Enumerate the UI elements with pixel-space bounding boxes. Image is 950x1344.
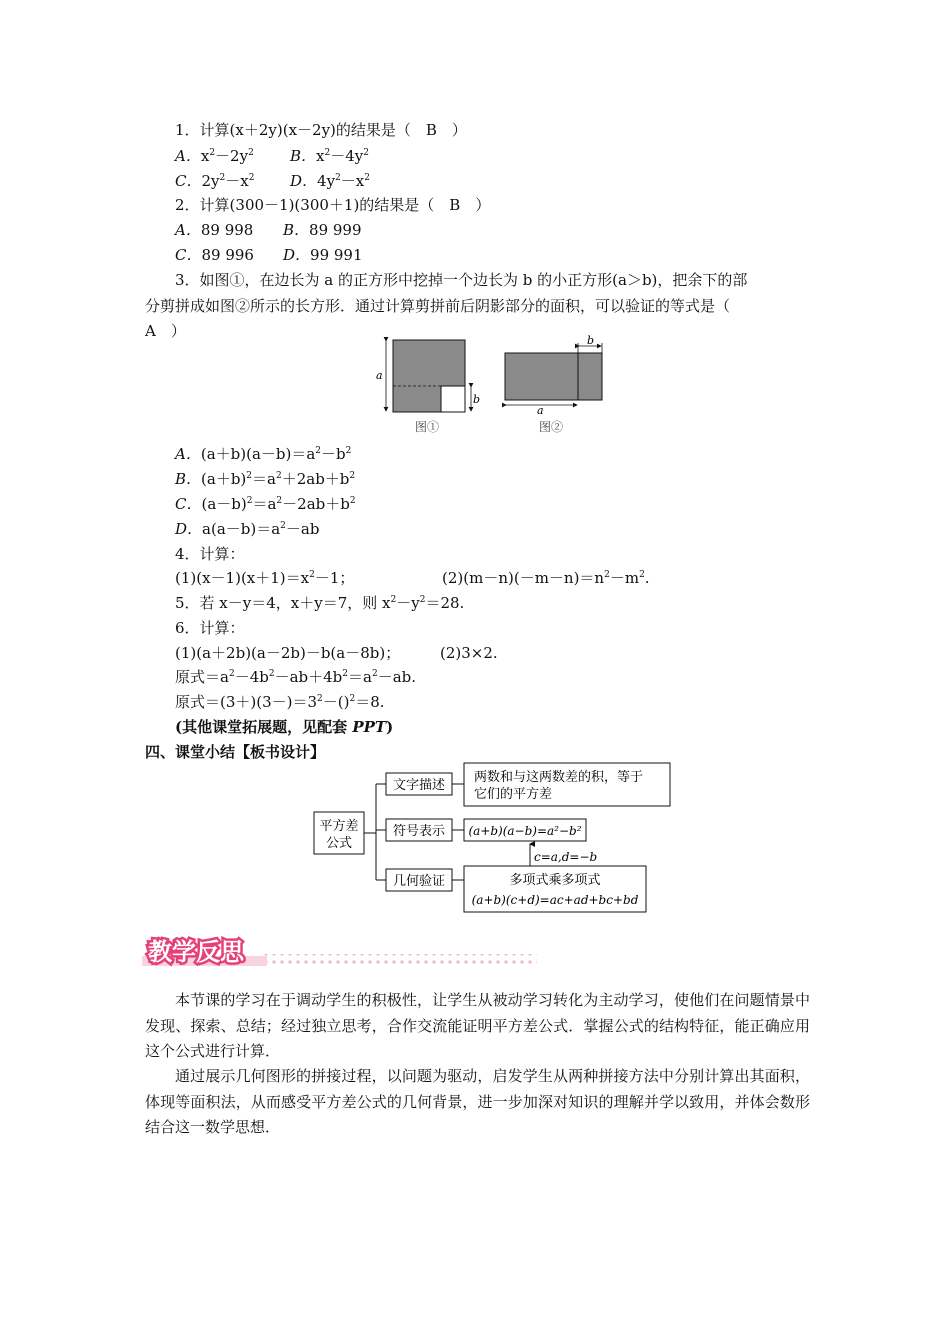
figure-1 <box>376 340 480 434</box>
q3-stem-line1: 3．如图①，在边长为 a 的正方形中挖掉一个边长为 b 的小正方形(a＞b)，把余下的部 <box>175 271 748 289</box>
q3-stem-line2: 分剪拼成如图②所示的长方形．通过计算剪拼前后阴影部分的面积，可以验证的等式是（ <box>145 297 731 315</box>
branch1-label: 文字描述 <box>392 778 446 793</box>
rect-left-shaded <box>505 353 578 400</box>
root-line1: 平方差 <box>319 819 359 834</box>
q1-option-b: B．$x^2-4y^2$ <box>290 147 369 165</box>
q1-option-a: A．$x^2-2y^2$ <box>175 147 254 165</box>
dimension-b-label: b <box>473 393 481 406</box>
branch1-desc-line2: 它们的平方差 <box>474 787 553 802</box>
root-line2: 公式 <box>325 836 353 851</box>
q6-answer2: 原式$=(3+)(3-)=3^2-()^2=8$. <box>175 693 385 711</box>
q3-stem-line3: A ） <box>145 322 186 340</box>
q1-option-c: C．$2y^2-x^2$ <box>175 172 255 190</box>
substitution-label: c=a,d=−b <box>534 850 598 864</box>
q3-option-d: D．$a(a-b)=a^2-ab$ <box>175 520 320 538</box>
dimension-a-label: a <box>376 369 383 382</box>
q6-part1: (1)(a＋2b)(a－2b)－b(a－8b)； <box>175 644 401 662</box>
q4-part1: $(1)(x-1)(x+1)=x^2-1$； <box>175 569 355 587</box>
branch3-label: 几何验证 <box>392 874 446 889</box>
q3-option-c: C．$(a-b)^2=a^2-2ab+b^2$ <box>175 495 356 513</box>
branch3-formula: (a+b)(c+d)=ac+ad+bc+bd <box>471 893 639 907</box>
fig1-caption: 图① <box>415 420 440 434</box>
q6-part2: (2)3×2. <box>440 644 498 662</box>
rect-right-shaded <box>578 353 602 400</box>
q6-stem: 6．计算： <box>175 619 245 637</box>
reflection-paragraph-2: 通过展示几何图形的拼接过程，以问题为驱动，启发学生从两种拼接方法中分别计算出其面积，体现等面积法，从而感受平方差公式的几何背景，进一步加深对知识的理解并学以致用，并体会数形结合这一数学思想． <box>145 1067 810 1136</box>
reflection-paragraph-1: 本节课的学习在于调动学生的积极性，让学生从被动学习转化为主动学习，使他们在问题情景中发现、探索、总结；经过独立思考，合作交流能证明平方差公式．掌握公式的结构特征，能正确应用这个公式进行计算． <box>145 991 810 1060</box>
q2-option-b: B．89 999 <box>283 221 362 239</box>
q1-option-d: D．$4y^2-x^2$ <box>290 172 370 190</box>
reflection-banner <box>142 934 542 970</box>
branch2-formula: (a+b)(a−b)=a²−b² <box>468 824 582 838</box>
extension-note: (其他课堂拓展题，见配套 PPT) <box>175 718 394 736</box>
banner-title: 教学反思 <box>148 938 244 966</box>
small-square-removed <box>441 386 465 412</box>
q5-line: 5．若 x－y＝4，x＋y＝7，则 $x^2-y^2=28$. <box>175 594 465 612</box>
q3-option-a: A．$(a+b)(a-b)=a^2-b^2$ <box>175 445 352 463</box>
q2-option-d: D．99 991 <box>283 246 363 264</box>
q2-option-c: C．89 996 <box>175 246 254 264</box>
q3-option-b: B．$(a+b)^2=a^2+2ab+b^2$ <box>175 470 356 488</box>
q4-stem: 4．计算： <box>175 545 245 563</box>
fig2-caption: 图② <box>539 420 564 434</box>
branch2-label: 符号表示 <box>392 824 446 839</box>
figure-2 <box>505 335 602 434</box>
q2-stem: 2．计算(300－1)(300＋1)的结果是（ B ） <box>175 196 491 214</box>
branch3-desc-line1: 多项式乘多项式 <box>509 873 601 888</box>
dimension-b2-label: b <box>587 335 595 347</box>
banner-dotted-strip <box>262 954 537 966</box>
q6-answer1: 原式$=a^2-4b^2-ab+4b^2=a^2-ab$. <box>175 668 417 686</box>
section4-title: 四、课堂小结【板书设计】 <box>145 743 326 761</box>
summary-mindmap <box>300 760 680 920</box>
q3-figure <box>370 335 620 440</box>
q2-option-a: A．89 998 <box>175 221 254 239</box>
q4-part2: $(2)(m-n)(-m-n)=n^2-m^2$. <box>442 569 650 587</box>
q1-stem: 1．计算(x＋2y)(x－2y)的结果是（ B ） <box>175 121 467 139</box>
dimension-a2-label: a <box>537 404 544 417</box>
branch1-desc-line1: 两数和与这两数差的积，等于 <box>474 770 644 785</box>
